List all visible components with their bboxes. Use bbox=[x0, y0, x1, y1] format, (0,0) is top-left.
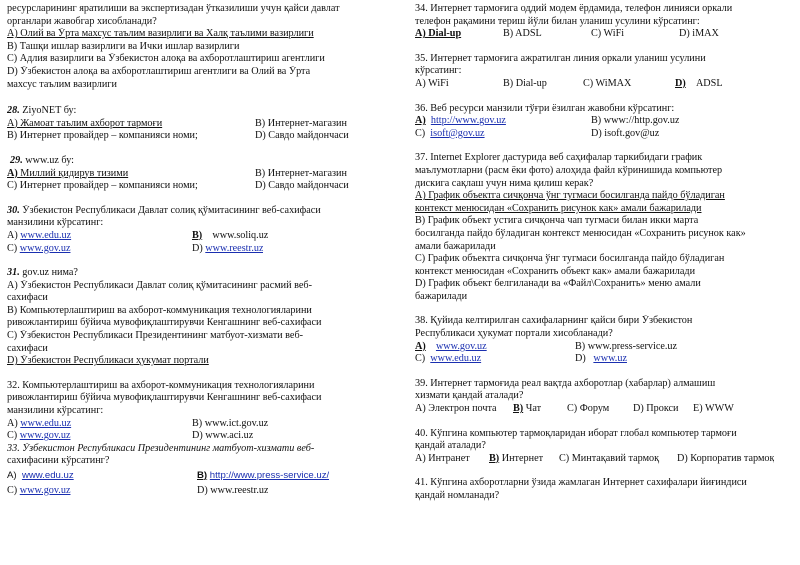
answer-letter: A) bbox=[7, 417, 18, 429]
answer-link[interactable]: www.uz bbox=[593, 353, 627, 365]
answer-a: A) Жамоат таълим ахборот тармоғи bbox=[7, 117, 163, 129]
answer-a: A) Электрон почта bbox=[415, 403, 497, 415]
answer-a: A) График объектга сичқонча ўнг тугмаси босилганда пайдо бўладиган bbox=[415, 190, 725, 202]
answer-text: Интернет bbox=[499, 452, 544, 464]
answer-c: B) Интернет провайдер – компанияси номи; bbox=[7, 130, 198, 142]
question-29 bbox=[7, 155, 397, 193]
question-text: маълумотларни (расм ёки фото) алоҳида файл кўринишида компьютер bbox=[415, 164, 723, 176]
answer-link[interactable]: www.edu.uz bbox=[20, 229, 72, 241]
answer-letter: B) bbox=[489, 452, 500, 464]
question-28 bbox=[7, 105, 397, 143]
question-text: 32. Компьютерлаштириш ва ахборот-коммуникация технологияларини bbox=[7, 379, 315, 391]
question-text: 33. Ўзбекистон Республикаси Президентининг матбуот-хизмати веб- bbox=[7, 442, 315, 454]
answer-a bbox=[7, 230, 192, 243]
answer-d bbox=[675, 78, 723, 91]
question-number: 29. bbox=[10, 154, 23, 166]
answer-b-cont: амали бажарилади bbox=[415, 240, 496, 252]
question-title: ZiyoNET бу: bbox=[19, 105, 77, 117]
answer-b: B) ADSL bbox=[503, 28, 542, 40]
answer-d: D) Корпоратив тармоқ bbox=[677, 452, 775, 464]
question-text: хизмати қандай аталади? bbox=[415, 390, 524, 402]
question-text: 34. Интернет тармоғига оддий модем ёрдамида, телефон линияси оркали bbox=[415, 3, 733, 14]
question-text: қандай аталади? bbox=[415, 440, 486, 452]
answer-letter: B) bbox=[192, 229, 203, 241]
answer-d: D) iMAX bbox=[679, 28, 719, 40]
answer-d-cont: махсус таълим вазирлиги bbox=[7, 78, 117, 90]
question-number: 28. bbox=[7, 105, 20, 117]
question-text: Республикаси ҳукумат портали хисобланади? bbox=[415, 328, 613, 340]
answer-text: Чат bbox=[523, 403, 542, 415]
answer-a: A) Ўзбекистон Республикаси Давлат солиқ қўмитасининг расмий веб- bbox=[7, 279, 312, 291]
question-39 bbox=[415, 378, 793, 416]
answer-c: C) График объектга сичқонча ўнг тугмаси босилганда пайдо бўладиган bbox=[415, 253, 725, 265]
answer-text: ADSL bbox=[695, 77, 723, 89]
question-text bbox=[7, 155, 397, 168]
answer-b bbox=[489, 453, 559, 466]
question-35 bbox=[415, 53, 793, 91]
answer-c bbox=[7, 485, 197, 498]
answer-letter: A) bbox=[7, 167, 18, 179]
question-text: 38. Қуйида келтирилган сахифаларнинг қайси бири Ўзбекистон bbox=[415, 315, 693, 327]
answer-d bbox=[575, 353, 627, 366]
question-text: қандай номланади? bbox=[415, 490, 500, 501]
answer-d: D) Савдо майдончаси bbox=[255, 180, 349, 192]
answer-c: C) WiMAX bbox=[583, 77, 632, 89]
answer-a: A) Интранет bbox=[415, 452, 470, 464]
answer-a bbox=[415, 341, 575, 354]
question-text bbox=[7, 105, 397, 118]
answer-d: D) www.aci.uz bbox=[192, 430, 254, 442]
question-text: дискига сақлаш учун нима қилиш керак? bbox=[415, 177, 594, 189]
answer-text: www.soliq.uz bbox=[212, 229, 269, 241]
question-text bbox=[7, 205, 397, 218]
answer-letter: B) bbox=[513, 403, 524, 415]
question-title: www.uz бу: bbox=[22, 154, 74, 166]
answers-row bbox=[415, 78, 793, 91]
answer-b bbox=[513, 403, 567, 416]
answer-d: D) Савдо майдончаси bbox=[255, 130, 349, 142]
answer-letter: A) bbox=[415, 340, 426, 352]
answer-c-cont: сахифаси bbox=[7, 342, 48, 354]
answer-letter: A) bbox=[7, 470, 17, 481]
answer-d: D) Ўзбекистон алоқа ва ахборотлаштириш агентлиги ва Олий ва Ўрта bbox=[7, 65, 311, 77]
answer-d-cont: бажарилади bbox=[415, 290, 468, 302]
answer-b: B) Интернет-магазин bbox=[255, 117, 347, 129]
answer-link[interactable]: www.gov.uz bbox=[19, 430, 71, 442]
answers-row bbox=[415, 403, 793, 416]
answer-d: D) www.reestr.uz bbox=[197, 484, 269, 496]
answer-d: D) График объект белгиланади ва «Файл\Сохранить» меню амали bbox=[415, 278, 701, 290]
answer-b: B) График объект устига сичқонча чап тугмаси билан икки марта bbox=[415, 215, 699, 227]
answer-c: C) WiFi bbox=[591, 28, 625, 40]
answer-link[interactable]: www.gov.uz bbox=[435, 340, 487, 352]
answer-a: A) WiFi bbox=[415, 77, 449, 89]
answer-letter: B) bbox=[197, 470, 208, 481]
answer-letter: C) bbox=[415, 127, 426, 139]
answer-link[interactable]: www.edu.uz bbox=[430, 353, 482, 365]
answer-c bbox=[415, 128, 591, 141]
answer-c bbox=[7, 243, 192, 256]
answer-c: C) Адлия вазирлиги ва Ўзбекистон алоқа ва ахборотлаштириш агентлиги bbox=[7, 53, 325, 65]
answer-link[interactable]: www.edu.uz bbox=[21, 470, 74, 481]
answer-letter: A) bbox=[7, 229, 18, 241]
answer-a bbox=[415, 115, 591, 128]
question-32 bbox=[7, 380, 397, 443]
question-41 bbox=[415, 477, 793, 502]
answer-a: A) Dial-up bbox=[415, 28, 462, 40]
question-38 bbox=[415, 315, 793, 365]
answer-b: B) Ташқи ишлар вазирлиги ва Ички ишлар вазирлиги bbox=[7, 40, 240, 52]
question-33 bbox=[7, 443, 397, 497]
answer-a-cont: контекст менюсидан «Сохранить рисунок как» амали бажарилади bbox=[415, 202, 702, 214]
answer-a bbox=[7, 168, 255, 181]
answer-c: C) Минтақавий тармоқ bbox=[559, 452, 660, 464]
answer-c: C) Форум bbox=[567, 403, 610, 415]
answer-link[interactable]: http://www.gov.uz bbox=[430, 115, 506, 127]
answer-link[interactable]: www.edu.uz bbox=[20, 417, 72, 429]
answer-c: C) Интернет провайдер – компанияси номи; bbox=[7, 180, 198, 192]
answer-c bbox=[415, 353, 575, 366]
right-column bbox=[415, 3, 793, 512]
question-31 bbox=[7, 267, 397, 368]
answer-text: Миллий қидирув тизими bbox=[17, 167, 129, 179]
answer-b: B) www.ict.gov.uz bbox=[192, 417, 269, 429]
question-intro bbox=[7, 3, 397, 91]
answer-link[interactable]: www.gov.uz bbox=[19, 242, 71, 254]
question-text: 36. Веб ресурси манзили тўғри ёзилган жавобни кўрсатинг: bbox=[415, 102, 675, 114]
answer-b-cont: босилганда пайдо бўладиган контекст менюсидан «Сохранить рисунок как» bbox=[415, 227, 746, 239]
answer-letter: C) bbox=[7, 242, 18, 254]
question-text: манзилини кўрсатинг: bbox=[7, 217, 104, 229]
question-text: органлари жавобгар хисобланади? bbox=[7, 15, 157, 27]
answer-b bbox=[197, 470, 329, 483]
question-40 bbox=[415, 428, 793, 466]
answer-b: B) www.press-service.uz bbox=[575, 340, 678, 352]
answer-letter: D) bbox=[192, 242, 203, 254]
question-number: 30. bbox=[7, 204, 20, 216]
question-text: телефон рақамини териш йўли билан уланиш усулини кўрсатинг: bbox=[415, 15, 700, 27]
question-34 bbox=[415, 3, 793, 41]
question-36 bbox=[415, 103, 793, 141]
question-text: ривожлантириш бўйича мувофиқлаштирувчи Кенгашнинг веб-сахифаси bbox=[7, 392, 322, 404]
answer-b: B) Dial-up bbox=[503, 77, 547, 89]
answer-link[interactable]: www.reestr.uz bbox=[205, 242, 264, 254]
question-text: 40. Кўпгина компьютер тармоқларидан иборат глобал компьютер тармоғи bbox=[415, 427, 737, 439]
answer-b: B) Компьютерлаштириш ва ахборот-коммуникация технологияларини bbox=[7, 304, 312, 316]
question-title: gov.uz нима? bbox=[19, 267, 78, 279]
answer-b: B) www://http.gov.uz bbox=[591, 115, 680, 127]
question-text bbox=[7, 267, 397, 280]
question-number: 31. bbox=[7, 267, 20, 279]
answer-letter: C) bbox=[7, 430, 18, 442]
answer-a bbox=[7, 470, 197, 483]
question-text: кўрсатинг: bbox=[415, 65, 462, 77]
answer-link[interactable]: isoft@gov.uz bbox=[430, 127, 485, 139]
answer-c: C) Ўзбекистон Республикаси Президентининг матбуот-хизмати веб- bbox=[7, 330, 304, 342]
answer-b-cont: ривожлантириш бўйича мувофиқлаштирувчи Кенгашнинг веб-сахифаси bbox=[7, 317, 322, 329]
answer-c-cont: контекст менюсидан «Сохранить объект как» амали бажарилади bbox=[415, 265, 696, 277]
question-text: 37. Internet Explorer дастурида веб саҳифалар таркибидаги график bbox=[415, 152, 703, 164]
answer-letter: C) bbox=[7, 484, 18, 496]
answer-a-cont: сахифаси bbox=[7, 292, 48, 304]
answers-row bbox=[415, 453, 793, 466]
answer-letter: D) bbox=[575, 353, 586, 365]
answer-e: E) WWW bbox=[693, 403, 734, 415]
question-text: ресурсларининг яратилиши ва экспертизадан ўтказилиши учун қайси давлат bbox=[7, 3, 340, 14]
question-30 bbox=[7, 205, 397, 255]
answer-d: D) Прокси bbox=[633, 403, 679, 415]
answer-letter: D) bbox=[675, 77, 686, 89]
question-text: манзилини кўрсатинг: bbox=[7, 405, 104, 417]
answer-link[interactable]: http://www.press-service.uz/ bbox=[209, 470, 330, 481]
question-text: 41. Кўпгина ахборотларни ўзида жамлаган Интернет сахифалари йиғиндиси bbox=[415, 477, 747, 489]
answer-d: D) isoft.gov@uz bbox=[591, 127, 660, 139]
question-title: Ўзбекистон Республикаси Давлат солиқ қўмитасининг веб-сахифаси bbox=[19, 204, 321, 216]
answer-d bbox=[192, 243, 263, 256]
question-37 bbox=[415, 152, 793, 303]
answer-c bbox=[7, 430, 192, 443]
answer-d: D) Ўзбекистон Республикаси ҳукумат портали bbox=[7, 355, 209, 367]
answer-b: B) Интернет-магазин bbox=[255, 167, 347, 179]
question-text: сахифасини кўрсатинг? bbox=[7, 455, 110, 467]
answer-letter: A) bbox=[415, 115, 426, 127]
question-text: 35. Интернет тармоғига ажратилган линия оркали уланиш усулини bbox=[415, 52, 706, 64]
answer-b bbox=[192, 230, 268, 243]
answer-a bbox=[7, 418, 192, 431]
answers-row bbox=[415, 28, 793, 41]
answer-a: A) Олий ва Ўрта махсус таълим вазирлиги ва Халқ таълими вазирлиги bbox=[7, 28, 314, 40]
question-text: 39. Интернет тармоғида реал вақтда ахборотлар (хабарлар) алмашиш bbox=[415, 377, 716, 389]
left-column bbox=[7, 3, 397, 497]
answer-link[interactable]: www.gov.uz bbox=[19, 484, 71, 496]
answer-letter: C) bbox=[415, 353, 426, 365]
